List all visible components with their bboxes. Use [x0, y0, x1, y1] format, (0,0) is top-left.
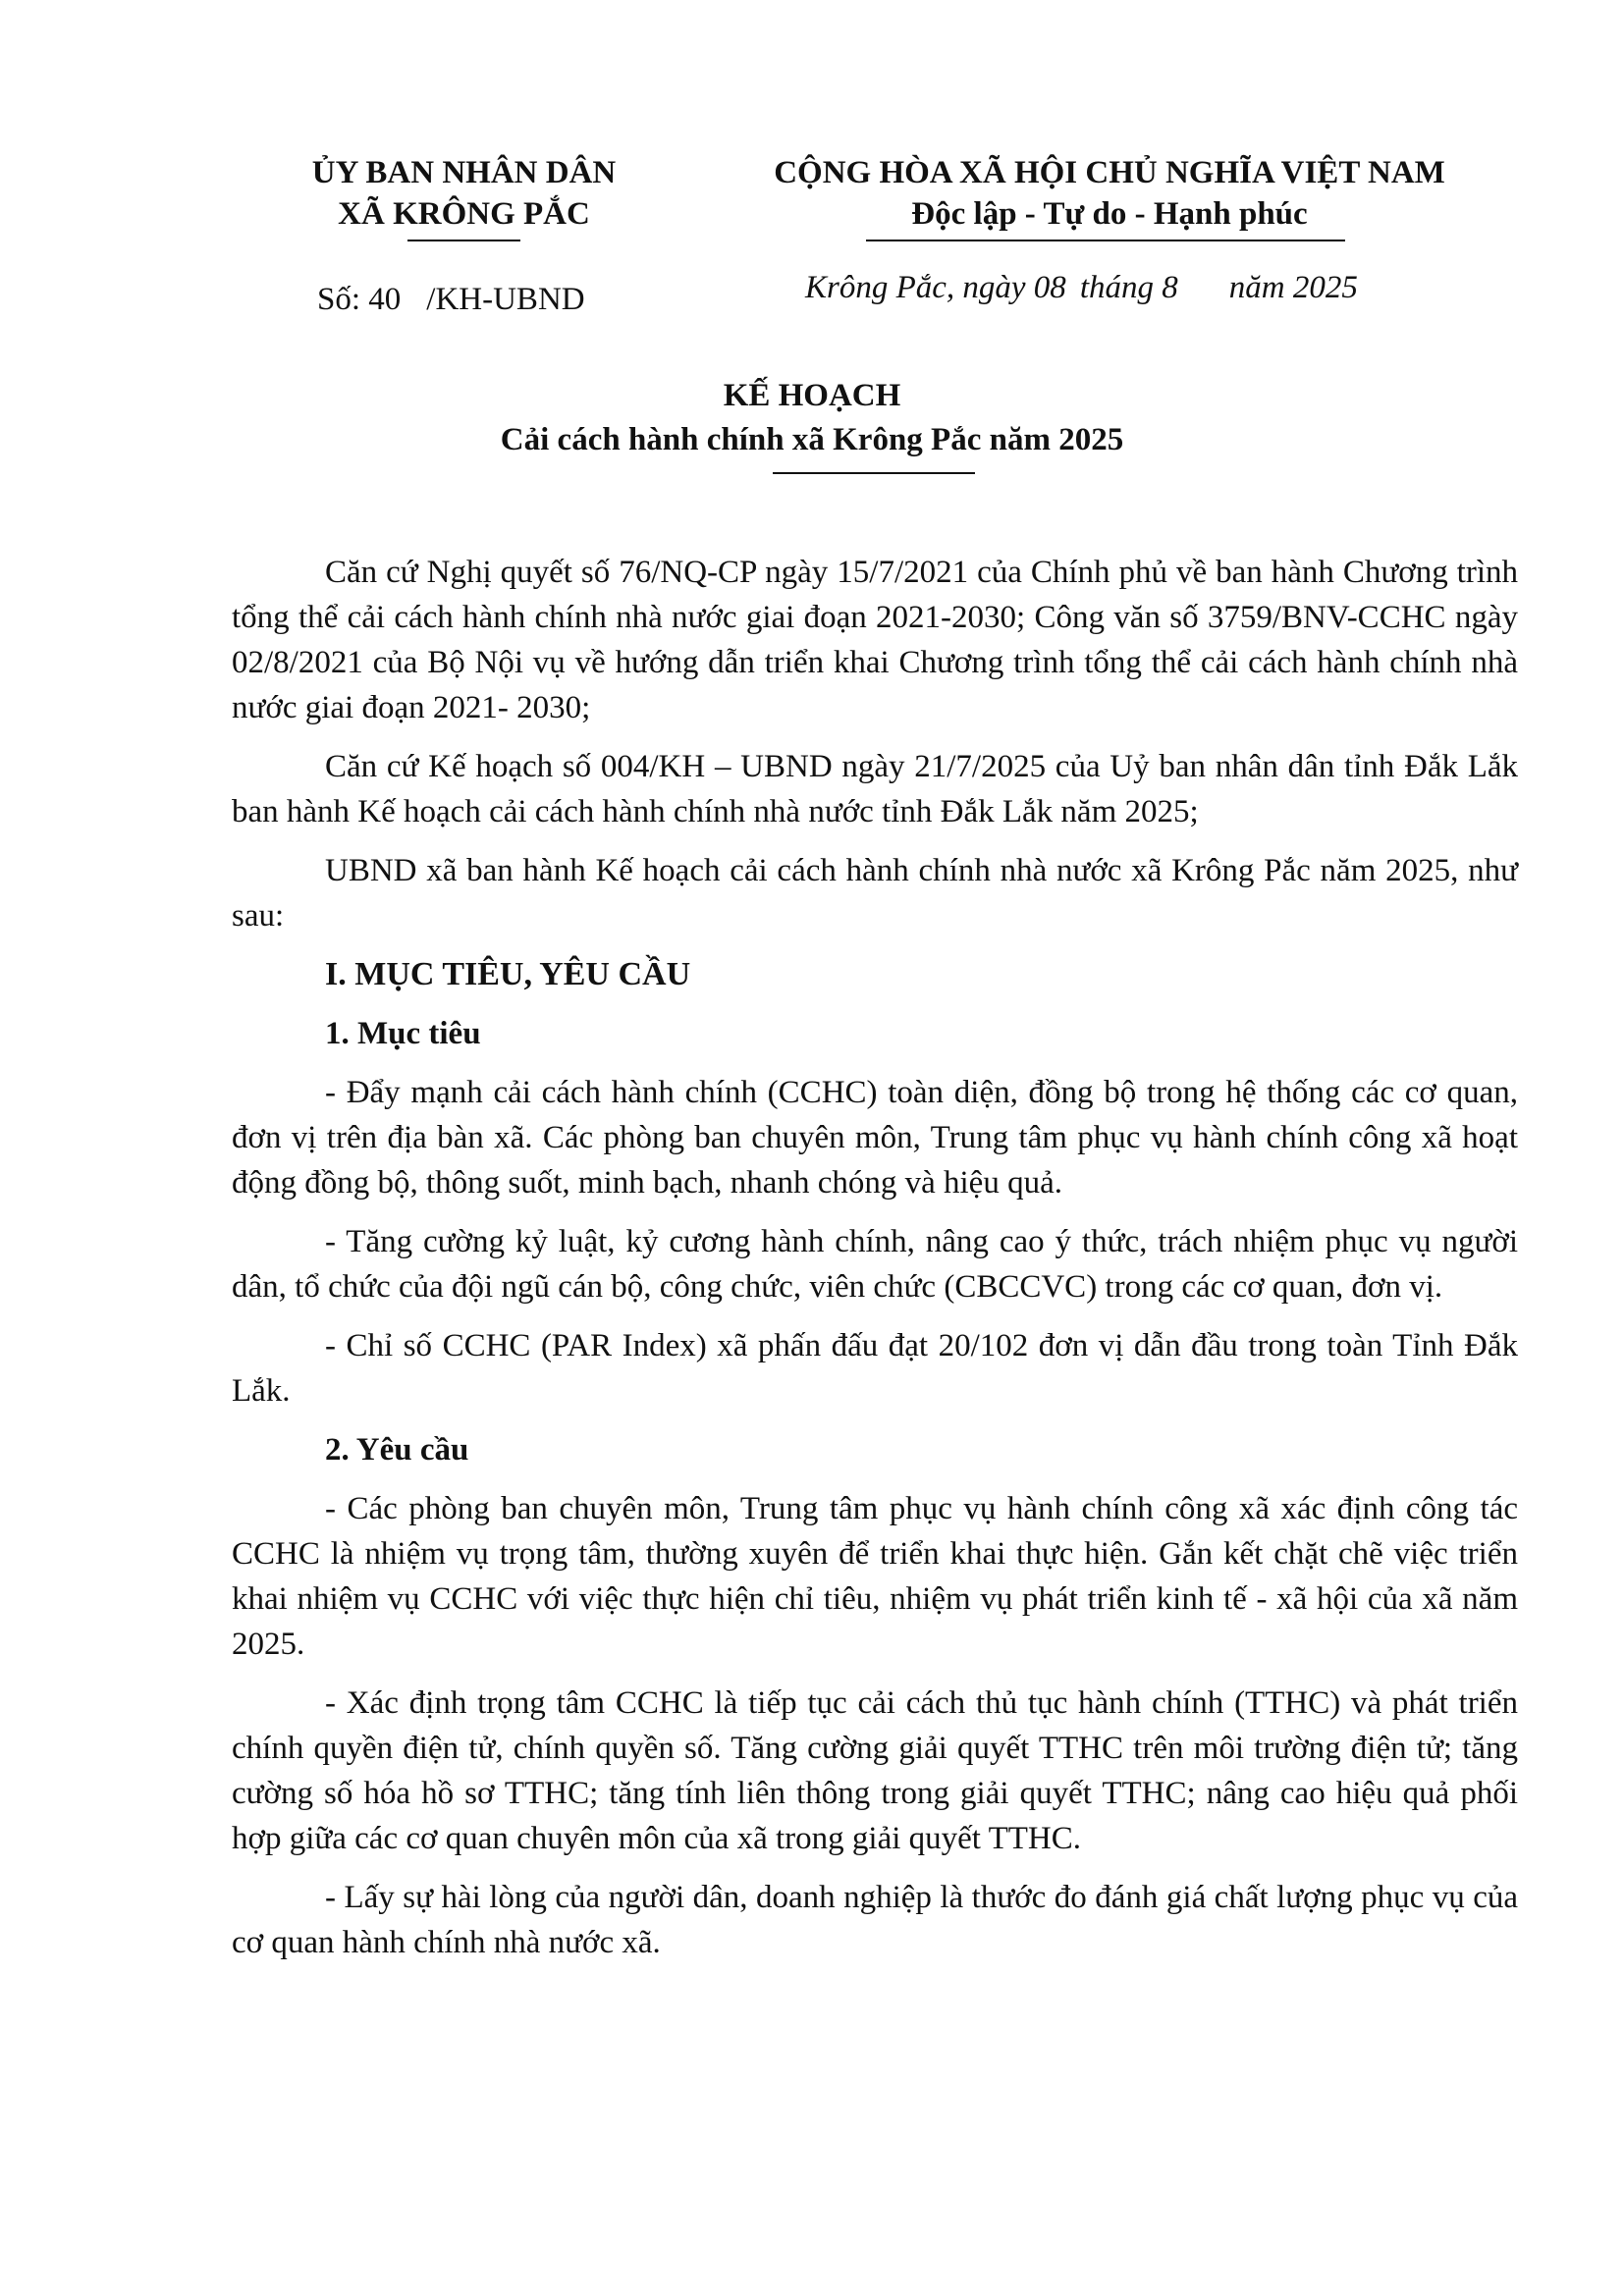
section-heading: I. MỤC TIÊU, YÊU CẦU — [325, 956, 691, 992]
so-suffix: /KH-UBND — [426, 282, 585, 317]
motto-underline — [866, 240, 1345, 241]
so-label: Số: — [317, 282, 361, 317]
document-body — [232, 550, 1518, 1979]
document-type: KẾ HOẠCH — [723, 378, 901, 413]
document-number — [317, 282, 585, 318]
paragraph-legal-basis-2: Căn cứ Kế hoạch số 004/KH – UBND ngày 21/7/2025 của Uỷ ban nhân dân tỉnh Đắk Lắk ban hành Kế hoạch cải cách hành chính nhà nước tỉnh Đắk Lắk năm 2025; — [232, 749, 1518, 829]
date-place: Krông Pắc, ngày 08 — [805, 270, 1066, 305]
requirement-item: - Các phòng ban chuyên môn, Trung tâm phục vụ hành chính công xã xác định công tác CCHC là nhiệm vụ trọng tâm, thường xuyên để triển khai thực hiện. Gắn kết chặt chẽ việc triển khai nhiệm vụ CCHC với việc thực hiện chỉ tiêu, nhiệm vụ phát triển kinh tế - xã hội của xã năm 2025. — [232, 1491, 1518, 1662]
national-motto — [677, 152, 1542, 235]
requirement-item: - Lấy sự hài lòng của người dân, doanh nghiệp là thước đo đánh giá chất lượng phục vụ của cơ quan hành chính nhà nước xã. — [232, 1880, 1518, 1960]
authority-underline — [407, 240, 520, 241]
so-number: 40 — [368, 282, 402, 317]
document-title: Cải cách hành chính xã Krông Pắc năm 2025 — [500, 422, 1124, 457]
subsection-heading-objectives: 1. Mục tiêu — [325, 1016, 481, 1051]
document-date — [805, 270, 1358, 306]
objective-item: - Chỉ số CCHC (PAR Index) xã phấn đấu đạt 20/102 đơn vị dẫn đầu trong toàn Tỉnh Đắk Lắk. — [232, 1328, 1518, 1409]
subsection-heading-requirements: 2. Yêu cầu — [325, 1432, 469, 1468]
paragraph-issuance: UBND xã ban hành Kế hoạch cải cách hành chính nhà nước xã Krông Pắc năm 2025, như sau: — [232, 853, 1518, 934]
issuing-authority — [236, 152, 692, 235]
motto: Độc lập - Tự do - Hạnh phúc — [911, 196, 1308, 232]
objective-item: - Tăng cường kỷ luật, kỷ cương hành chính, nâng cao ý thức, trách nhiệm phục vụ người dân, tổ chức của đội ngũ cán bộ, công chức, viên chức (CBCCVC) trong các cơ quan, đơn vị. — [232, 1224, 1518, 1305]
paragraph-legal-basis-1: Căn cứ Nghị quyết số 76/NQ-CP ngày 15/7/2021 của Chính phủ về ban hành Chương trình tổng thể cải cách hành chính nhà nước giai đoạn 2021-2030; Công văn số 3759/BNV-CCHC ngày 02/8/2021 của Bộ Nội vụ về hướng dẫn triển khai Chương trình tổng thể cải cách hành chính nhà nước giai đoạn 2021- 2030; — [232, 555, 1518, 725]
authority-line1: ỦY BAN NHÂN DÂN — [311, 155, 617, 190]
date-year: năm 2025 — [1228, 270, 1358, 305]
authority-line2: XÃ KRÔNG PẮC — [338, 196, 590, 232]
title-underline — [773, 472, 975, 474]
national-name: CỘNG HÒA XÃ HỘI CHỦ NGHĨA VIỆT NAM — [774, 155, 1445, 190]
date-month: tháng 8 — [1079, 270, 1178, 305]
requirement-item: - Xác định trọng tâm CCHC là tiếp tục cải cách thủ tục hành chính (TTHC) và phát triển chính quyền điện tử, chính quyền số. Tăng cường giải quyết TTHC trên môi trường điện tử; tăng cường số hóa hồ sơ TTHC; tăng tính liên thông trong giải quyết TTHC; nâng cao hiệu quả phối hợp giữa các cơ quan chuyên môn của xã trong giải quyết TTHC. — [232, 1685, 1518, 1856]
objective-item: - Đẩy mạnh cải cách hành chính (CCHC) toàn diện, đồng bộ trong hệ thống các cơ quan, đơn vị trên địa bàn xã. Các phòng ban chuyên môn, Trung tâm phục vụ hành chính công xã hoạt động đồng bộ, thông suốt, minh bạch, nhanh chóng và hiệu quả. — [232, 1075, 1518, 1201]
